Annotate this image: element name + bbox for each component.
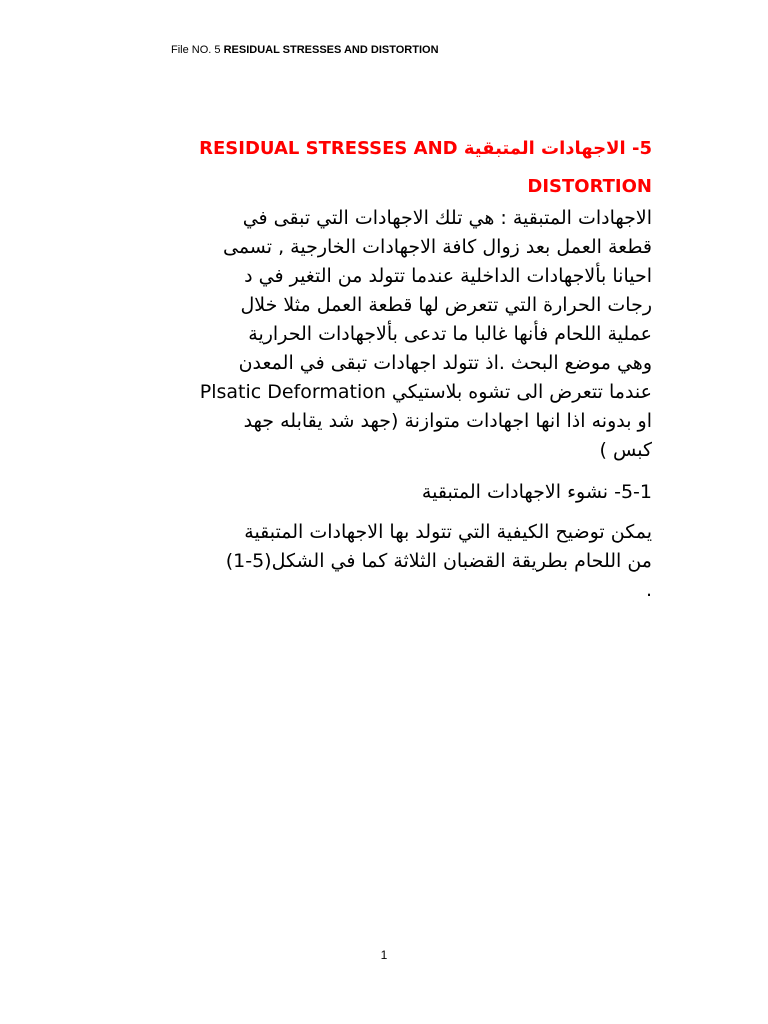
chapter-title bbox=[118, 130, 652, 206]
page-header bbox=[171, 44, 439, 56]
header-title: RESIDUAL STRESSES AND DISTORTION bbox=[223, 44, 439, 56]
intro-paragraph bbox=[118, 204, 652, 465]
intro-line: الاجهادات المتبقية : هي تلك الاجهادات التي تبقى في bbox=[242, 207, 652, 229]
intro-line: احيانا بألاجهادات الداخلية عندما تتولد من التغير في د bbox=[244, 265, 652, 287]
header-file-label: File NO. 5 bbox=[171, 44, 221, 56]
section-heading: 5-1- نشوء الاجهادات المتبقية bbox=[421, 481, 652, 503]
intro-line: او بدونه اذا انها اجهادات متوازنة (جهد شد يقابله جهد bbox=[243, 410, 652, 432]
page-number: 1 bbox=[380, 948, 388, 962]
intro-line: كبس ) bbox=[599, 439, 652, 461]
chapter-title-line-1: 5- الاجهادات المتبقية RESIDUAL STRESSES AND bbox=[199, 138, 652, 159]
intro-line: عملية اللحام فأنها غالبا ما تدعى بألاجهادات الحرارية bbox=[248, 323, 652, 345]
intro-line: رجات الحرارة التي تتعرض لها قطعة العمل مثلا خلال bbox=[240, 294, 652, 316]
section-line: من اللحام بطريقة القضبان الثلاثة كما في الشكل(5-1) bbox=[225, 550, 652, 572]
section-paragraph bbox=[118, 518, 652, 605]
intro-line: قطعة العمل بعد زوال كافة الاجهادات الخارجية , تسمى bbox=[222, 236, 652, 258]
intro-line: عندما تتعرض الى تشوه بلاستيكي Plsatic Deformation bbox=[199, 381, 652, 403]
chapter-title-line-2: DISTORTION bbox=[527, 176, 652, 197]
section-line: . bbox=[645, 579, 652, 601]
intro-line: وهي موضع البحث .اذ تتولد اجهادات تبقى في المعدن bbox=[238, 352, 652, 374]
section-line: يمكن توضيح الكيفية التي تتولد بها الاجهادات المتبقية bbox=[244, 521, 652, 543]
